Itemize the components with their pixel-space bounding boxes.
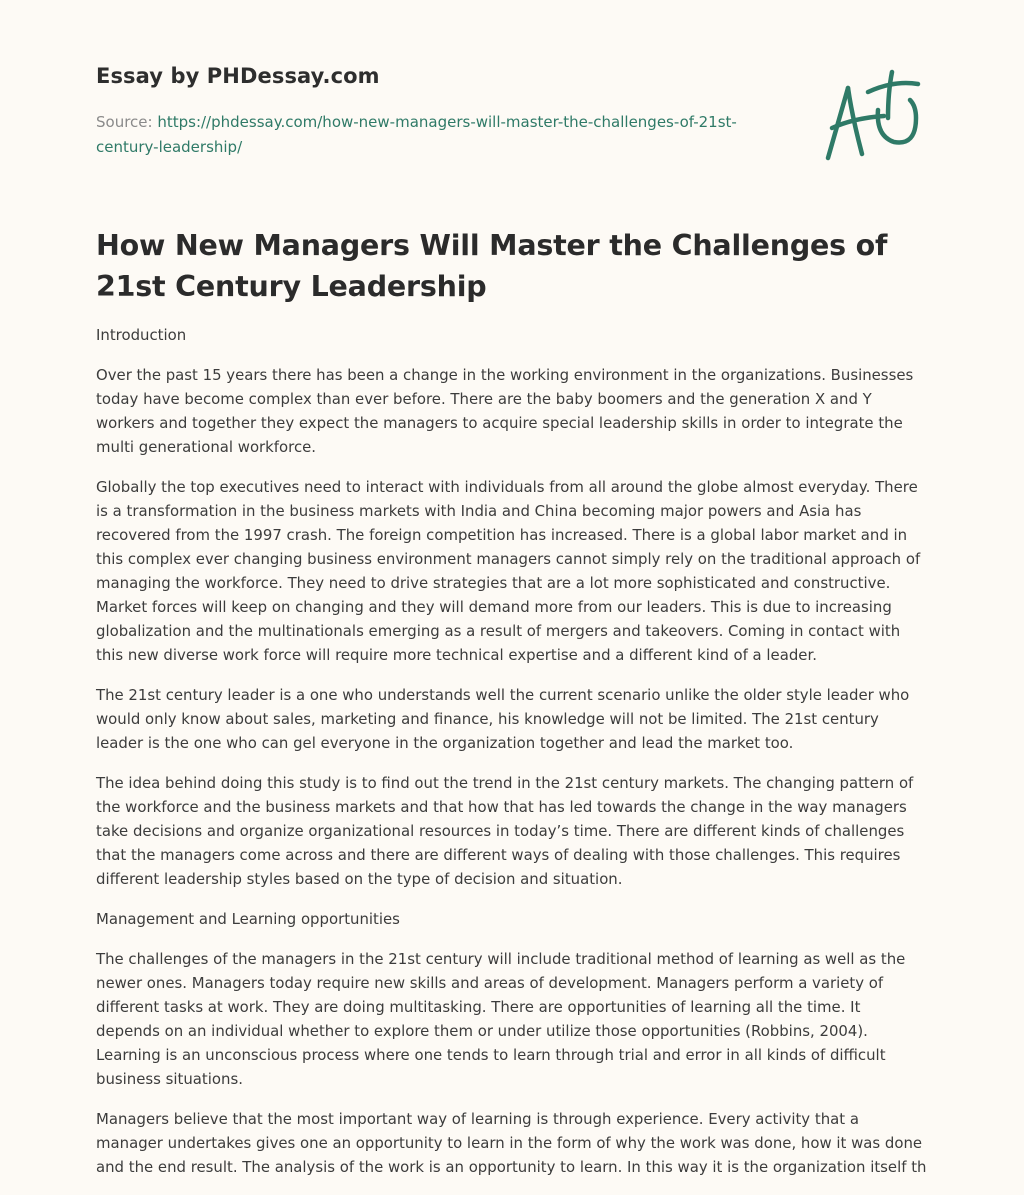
a-plus-logo-icon bbox=[818, 66, 928, 166]
site-brand: Essay by PHDessay.com bbox=[96, 64, 380, 88]
source-line bbox=[96, 110, 776, 160]
essay-title: How New Managers Will Master the Challenges of 21st Century Leadership bbox=[96, 229, 888, 303]
section-heading-management-learning: Management and Learning opportunities bbox=[96, 910, 400, 928]
section-heading-introduction: Introduction bbox=[96, 326, 187, 344]
essay-body bbox=[96, 323, 928, 1195]
paragraph: Over the past 15 years there has been a change in the working environment in the organizations. Businesses today have become complex than ever before. There are the baby boomers and the generation X and Y workers and together they expect the managers to acquire special leadership skills in order to integrate the multi generational workforce. bbox=[96, 366, 914, 456]
source-label: Source: bbox=[96, 113, 158, 131]
paragraph: Globally the top executives need to interact with individuals from all around the globe almost everyday. There is a transformation in the business markets with India and China becoming major powers and Asia has recovered from the 1997 crash. The foreign competition has increased. There is a global labor market and in this complex ever changing business environment managers cannot simply rely on the traditional approach of managing the workforce. They need to drive strategies that are a lot more sophisticated and constructive. Market forces will keep on changing and they will demand more from our leaders. This is due to increasing globalization and the multinationals emerging as a result of mergers and takeovers. Coming in contact with this new diverse work force will require more technical expertise and a different kind of a leader. bbox=[96, 478, 921, 664]
paragraph: The 21st century leader is a one who understands well the current scenario unlike the older style leader who would only know about sales, marketing and finance, his knowledge will not be limited. The 21st century leader is the one who can gel everyone in the organization together and lead the market too. bbox=[96, 686, 910, 752]
source-link[interactable]: https://phdessay.com/how-new-managers-will-master-the-challenges-of-21st-century-leadership/ bbox=[96, 113, 737, 156]
paragraph: The challenges of the managers in the 21st century will include traditional method of learning as well as the newer ones. Managers today require new skills and areas of development. Managers perform a variety of different tasks at work. They are doing multitasking. There are opportunities of learning all the time. It depends on an individual whether to explore them or under utilize those opportunities (Robbins, 2004). Learning is an unconscious process where one tends to learn through trial and error in all kinds of difficult business situations. bbox=[96, 950, 906, 1088]
paragraph: Managers believe that the most important way of learning is through experience. Every activity that a manager undertakes gives one an opportunity to learn in the form of why the work was done, how it was done and the end result. The analysis of the work is an opportunity to learn. In this way it is the organization itself th bbox=[96, 1110, 927, 1176]
paragraph: The idea behind doing this study is to find out the trend in the 21st century markets. The changing pattern of the workforce and the business markets and that how that has led towards the change in the way managers take decisions and organize organizational resources in today’s time. There are different kinds of challenges that the managers come across and there are different ways of dealing with those challenges. This requires different leadership styles based on the type of decision and situation. bbox=[96, 774, 914, 888]
